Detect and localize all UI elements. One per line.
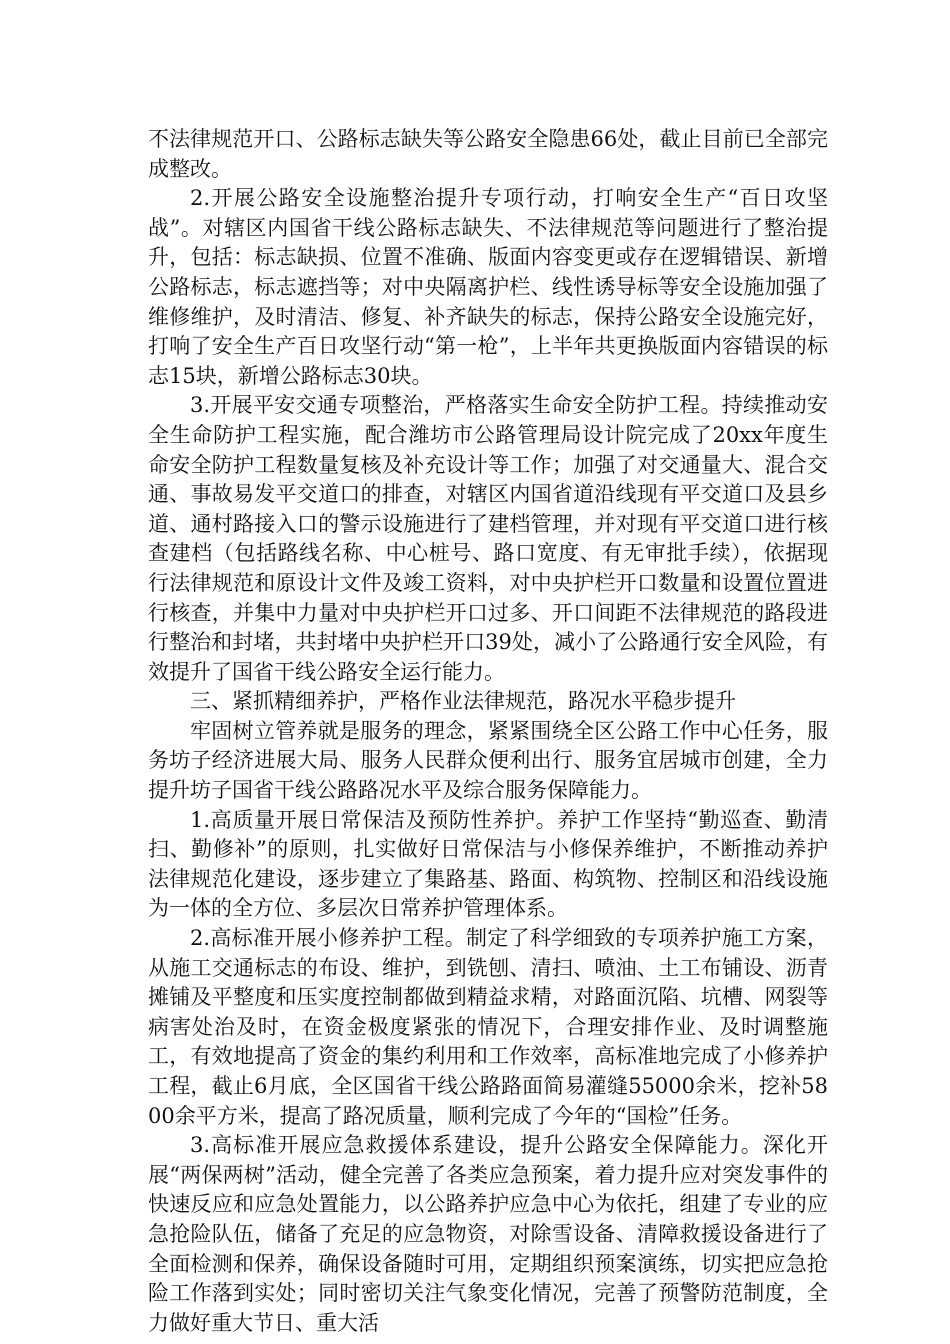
paragraph-service-concept: 牢固树立管养就是服务的理念，紧紧围绕全区公路工作中心任务，服务坊子经济进展大局、服务人民群众便利出行、服务宜居城市创建，全力提升坊子国省干线公路路况水平及综合服务保障能力。: [148, 718, 828, 803]
paragraph-continuation: 不法律规范开口、公路标志缺失等公路安全隐患66处，截止目前已全部完成整改。: [148, 127, 828, 181]
paragraph-safety-facilities: 2.开展公路安全设施整治提升专项行动，打响安全生产“百日攻坚战”。对辖区内国省干线公路标志缺失、不法律规范等问题进行了整治提升，包括：标志缺损、位置不准确、版面内容变更或存在逻辑错误、新增公路标志，标志遮挡等；对中央隔离护栏、线性诱导标等安全设施加强了维修维护，及时清洁、修复、补齐缺失的标志，保持公路安全设施完好，打响了安全生产百日攻坚行动“第一枪”，上半年共更换版面内容错误的标志15块，新增公路标志30块。: [148, 186, 828, 388]
paragraph-daily-maintenance: 1.高质量开展日常保洁及预防性养护。养护工作坚持“勤巡查、勤清扫、勤修补”的原则，扎实做好日常保洁与小修保养维护，不断推动养护法律规范化建设，逐步建立了集路基、路面、构筑物、控制区和沿线设施为一体的全方位、多层次日常养护管理体系。: [148, 807, 828, 921]
paragraph-safe-traffic: 3.开展平安交通专项整治，严格落实生命安全防护工程。持续推动安全生命防护工程实施，配合潍坊市公路管理局设计院完成了20xx年度生命安全防护工程数量复核及补充设计等工作；加强了对交通量大、混合交通、事故易发平交道口的排查，对辖区内国省道沿线现有平交道口及县乡道、通村路接入口的警示设施进行了建档管理，并对现有平交道口进行核查建档（包括路线名称、中心桩号、路口宽度、有无审批手续），依据现行法律规范和原设计文件及竣工资料，对中央护栏开口数量和设置位置进行核查，并集中力量对中央护栏开口过多、开口间距不法律规范的路段进行整治和封堵，共封堵中央护栏开口39处，减小了公路通行安全风险，有效提升了国省干线公路安全运行能力。: [148, 393, 828, 684]
document-body: [148, 125, 828, 1338]
paragraph-minor-repair: 2.高标准开展小修养护工程。制定了科学细致的专项养护施工方案，从施工交通标志的布设、维护，到铣刨、清扫、喷油、土工布铺设、沥青摊铺及平整度和压实度控制都做到精益求精，对路面沉陷、坑槽、网裂等病害处治及时，在资金极度紧张的情况下，合理安排作业、及时调整施工，有效地提高了资金的集约利用和工作效率，高标准地完成了小修养护工程，截止6月底，全区国省干线公路路面简易灌缝55000余米，挖补5800余平方米，提高了路况质量，顺利完成了今年的“国检”任务。: [148, 926, 828, 1128]
paragraph-emergency-rescue: 3.高标准开展应急救援体系建设，提升公路安全保障能力。深化开展“两保两树”活动，健全完善了各类应急预案，着力提升应对突发事件的快速反应和应急处置能力，以公路养护应急中心为依托，组建了专业的应急抢险队伍，储备了充足的应急物资，对除雪设备、清障救援设备进行了全面检测和保养，确保设备随时可用，定期组织预案演练，切实把应急抢险工作落到实处；同时密切关注气象变化情况，完善了预警防范制度，全力做好重大节日、重大活: [148, 1133, 828, 1335]
section-heading-maintenance: 三、紧抓精细养护，严格作业法律规范，路况水平稳步提升: [190, 689, 736, 714]
